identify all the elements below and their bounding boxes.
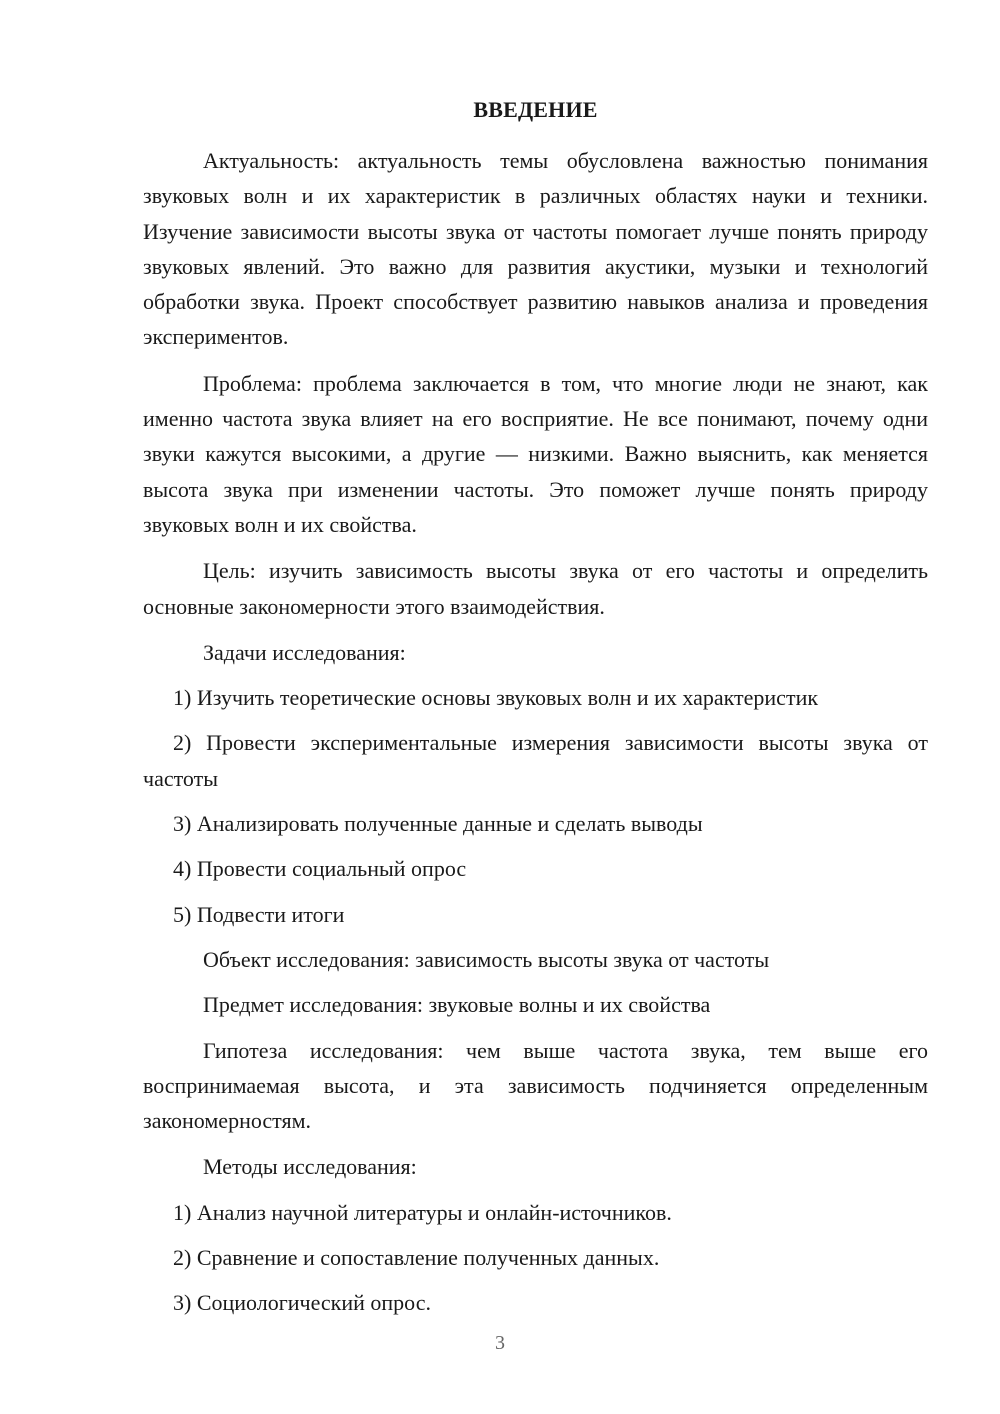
relevance-paragraph: Актуальность: актуальность темы обусловлена важностью понимания звуковых волн и их характеристик в различных областях науки и техники. Изучение зависимости высоты звука от частоты помогает лучше понять природу звуковых явлений. Это важно для развития акустики, музыки и технологий обработки звука. Проект способствует развитию навыков анализа и проведения экспериментов. (143, 148, 928, 350)
tasks-heading: Задачи исследования: (203, 639, 406, 665)
problem-paragraph: Проблема: проблема заключается в том, что многие люди не знают, как именно частота звука влияет на его восприятие. Не все понимают, почему одни звуки кажутся высокими, а другие — низкими. Важно выяснить, как меняется высота звука при изменении частоты. Это поможет лучше понять природу звуковых волн и их свойства. (143, 370, 928, 537)
methods-heading: Методы исследования: (203, 1154, 417, 1180)
object-paragraph: Объект исследования: зависимость высоты звука от частоты (203, 946, 770, 972)
method-item: 1) Анализ научной литературы и онлайн-источников. (173, 1199, 672, 1225)
task-item: 5) Подвести итоги (173, 901, 345, 927)
method-item: 3) Социологический опрос. (173, 1290, 431, 1316)
goal-paragraph: Цель: изучить зависимость высоты звука от его частоты и определить основные закономерности этого взаимодействия. (143, 558, 928, 619)
method-item: 2) Сравнение и сопоставление полученных данных. (173, 1245, 660, 1271)
document-title: ВВЕДЕНИЕ (473, 97, 598, 122)
task-item: 2) Провести экспериментальные измерения зависимости высоты звука от частоты (143, 730, 928, 791)
hypothesis-paragraph: Гипотеза исследования: чем выше частота звука, тем выше его воспринимаемая высота, и эта зависимость подчиняется определенным закономерностям. (143, 1037, 928, 1134)
task-item: 3) Анализировать полученные данные и сделать выводы (173, 811, 703, 837)
subject-paragraph: Предмет исследования: звуковые волны и их свойства (203, 992, 711, 1018)
document-page (143, 94, 928, 1331)
task-item: 1) Изучить теоретические основы звуковых волн и их характеристик (173, 685, 819, 711)
task-item: 4) Провести социальный опрос (173, 856, 467, 882)
page-number: 3 (495, 1332, 505, 1354)
